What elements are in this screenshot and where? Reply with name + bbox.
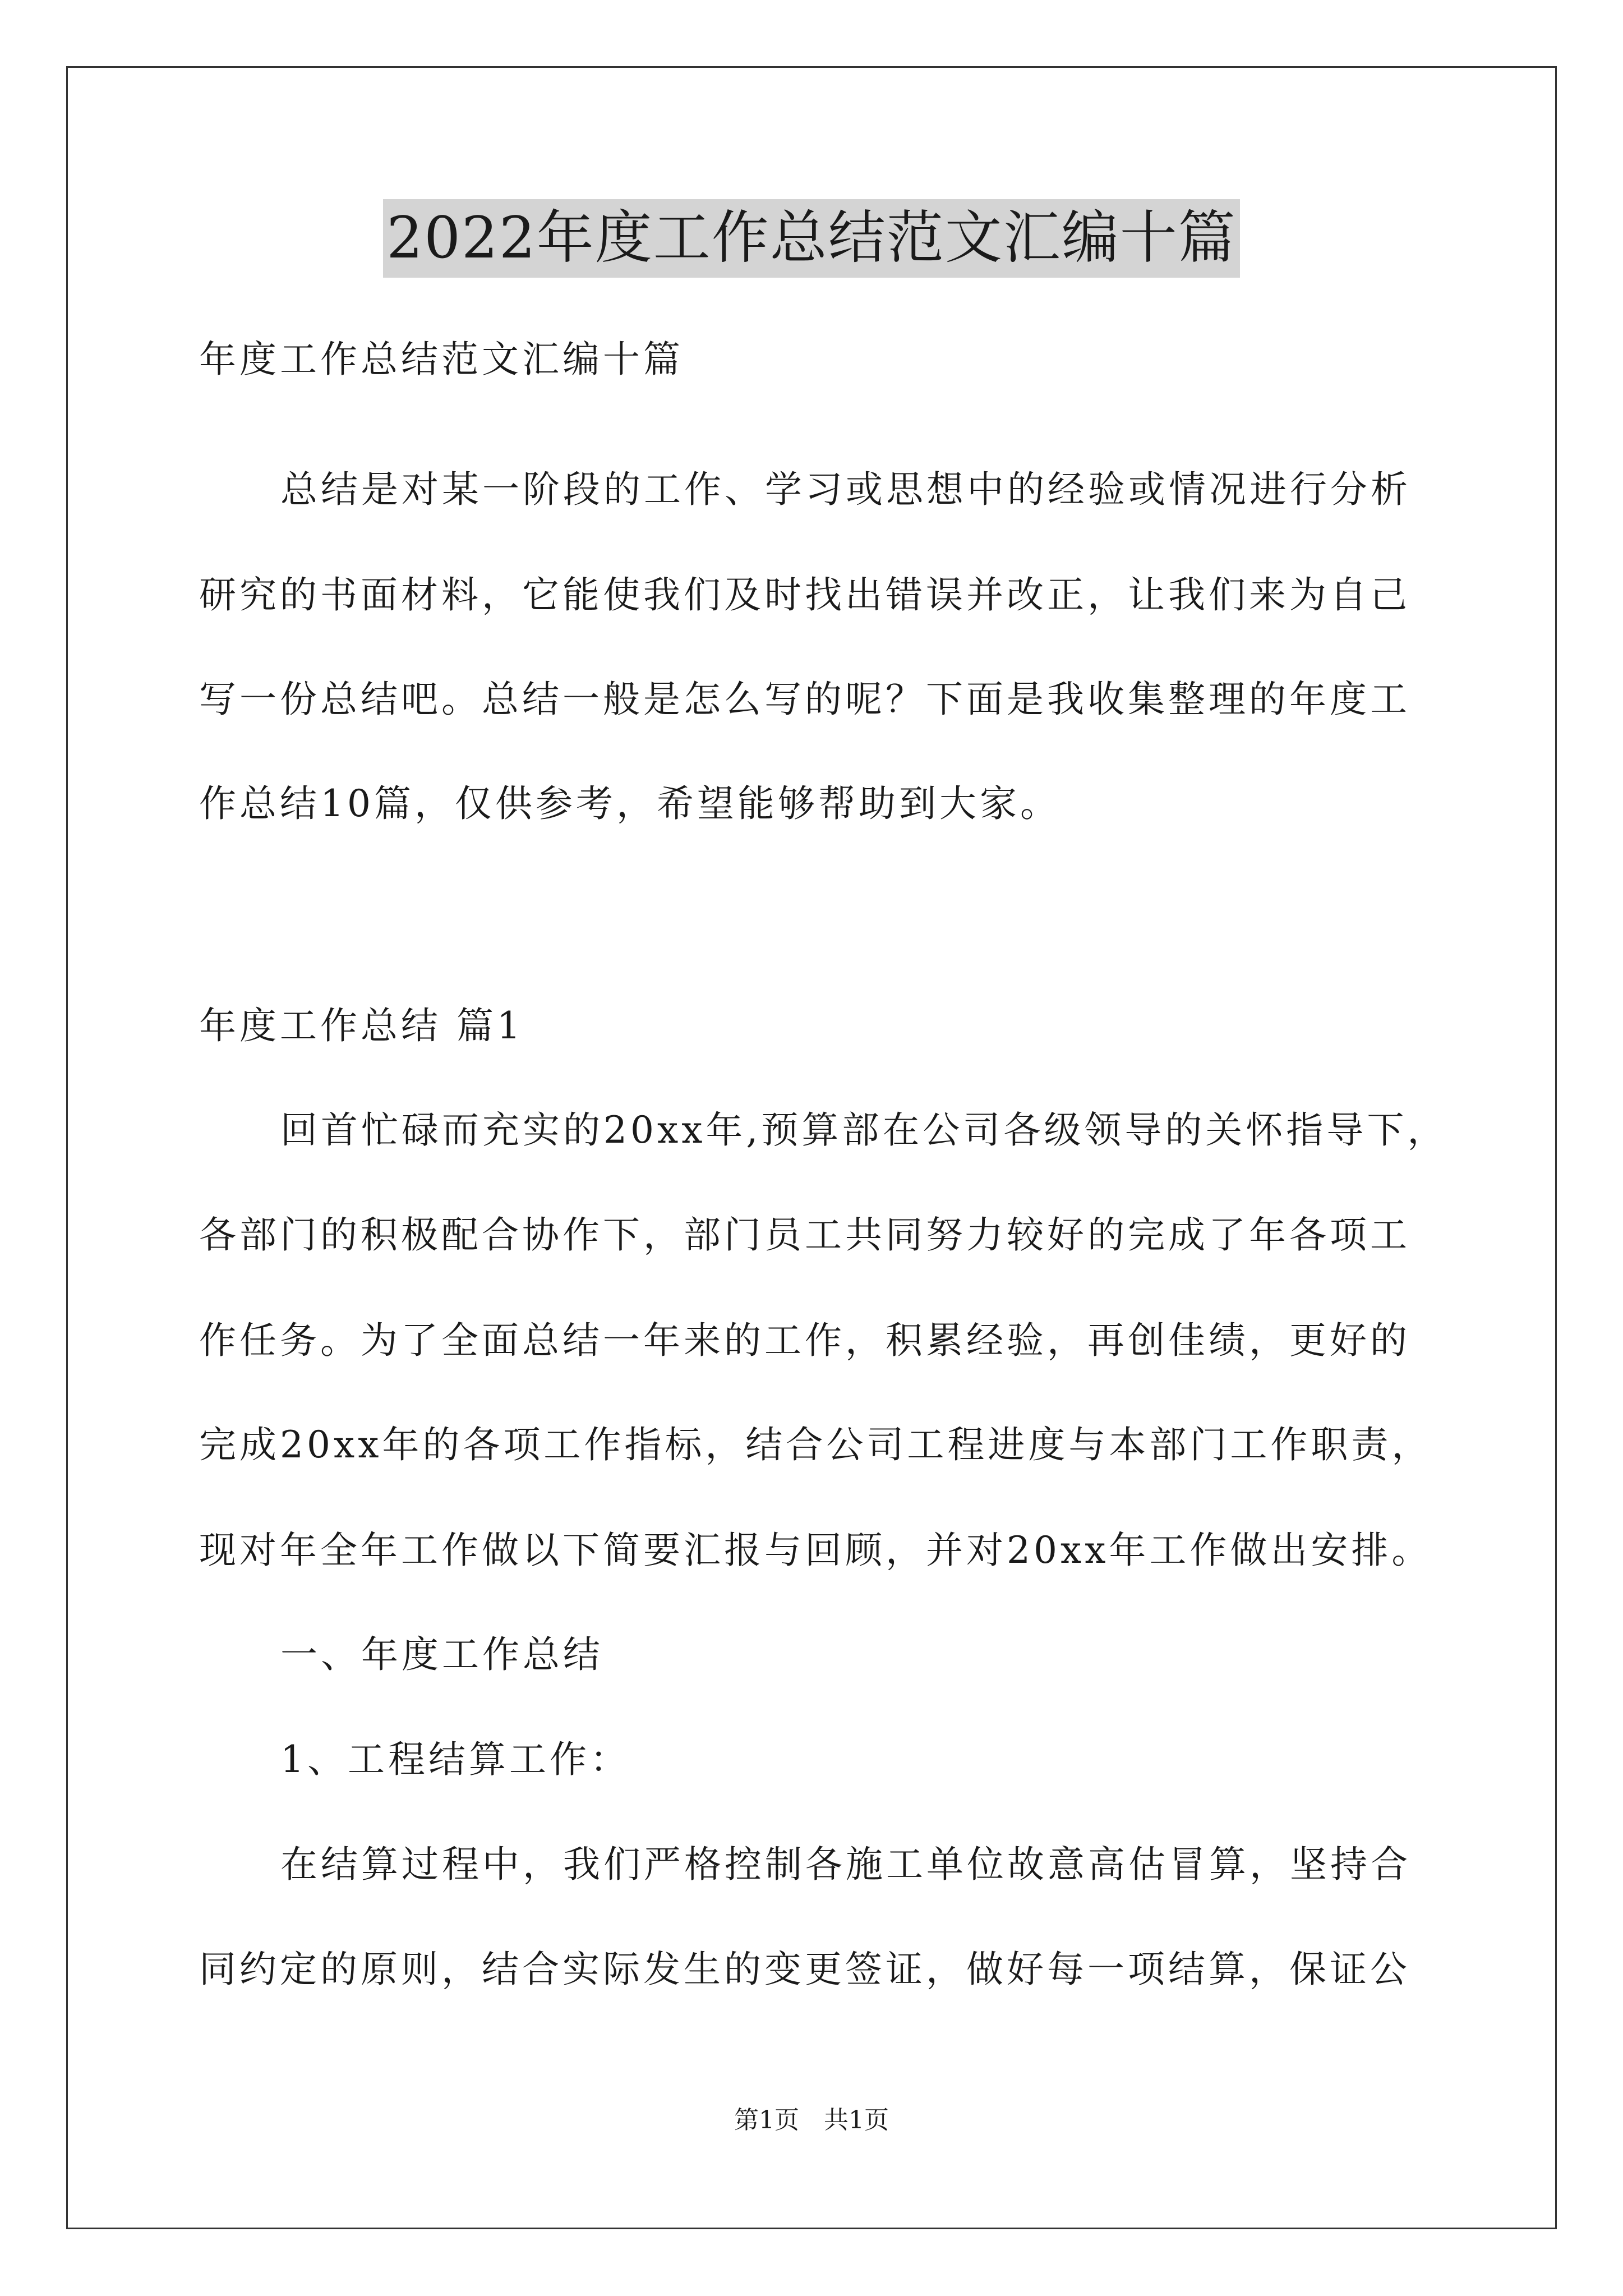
body-line-6: 在结算过程中，我们严格控制各施工单位故意高估冒算，坚持合 (280, 1843, 1411, 1886)
body-line-7: 同约定的原则，结合实际发生的变更签证，做好每一项结算，保证公 (199, 1948, 1410, 1991)
body-line-1: 回首忙碌而充实的20xx年,预算部在公司各级领导的关怀指导下， (280, 1108, 1448, 1152)
title-container (0, 199, 1623, 278)
body-line-2: 各部门的积极配合协作下，部门员工共同努力较好的完成了年各项工 (199, 1213, 1410, 1257)
subheading-annual-summary: 一、年度工作总结 (280, 1633, 603, 1676)
section-heading-1: 年度工作总结 篇1 (199, 1004, 524, 1047)
body-line-4: 完成20xx年的各项工作指标，结合公司工程进度与本部门工作职责， (199, 1423, 1432, 1466)
intro-line-4: 作总结10篇，仅供参考，希望能够帮助到大家。 (199, 782, 1061, 825)
subtitle-line: 年度工作总结范文汇编十篇 (199, 338, 684, 381)
subheading-settlement: 1、工程结算工作： (280, 1738, 630, 1781)
page-footer: 第1页 共1页 (734, 2106, 889, 2134)
body-line-5: 现对年全年工作做以下简要汇报与回顾，并对20xx年工作做出安排。 (199, 1529, 1432, 1572)
body-line-3: 作任务。为了全面总结一年来的工作，积累经验，再创佳绩，更好的 (199, 1319, 1410, 1362)
document-title: 2022年度工作总结范文汇编十篇 (383, 199, 1240, 278)
intro-line-2: 研究的书面材料，它能使我们及时找出错误并改正，让我们来为自己 (199, 573, 1410, 616)
intro-line-1: 总结是对某一阶段的工作、学习或思想中的经验或情况进行分析 (280, 468, 1411, 511)
intro-line-3: 写一份总结吧。总结一般是怎么写的呢？下面是我收集整理的年度工 (199, 678, 1410, 721)
